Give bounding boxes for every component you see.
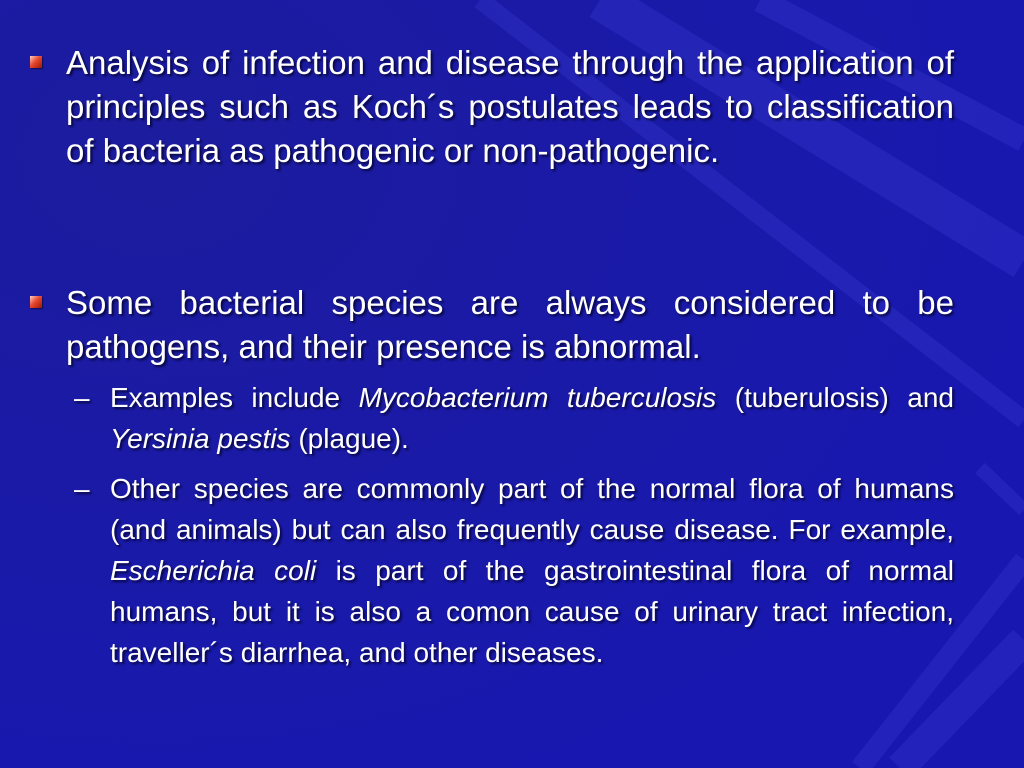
species-name: Yersinia pestis — [110, 423, 291, 454]
square-bullet-icon — [30, 296, 42, 308]
sub-text: (tuberulosis) and — [716, 382, 954, 413]
sub-bullet-dash: – — [74, 473, 90, 504]
sub-bullet-other-species — [110, 468, 954, 673]
sub-text: (plague). — [290, 423, 409, 454]
species-name: Mycobacterium tuberculosis — [358, 382, 717, 413]
sub-text: Examples include — [110, 382, 359, 413]
sub-bullet-dash: – — [74, 382, 90, 413]
sub-text: is part of the gastrointestinal flora of normal humans, but it is also a comon cause of urinary tract infection, traveller´s diarrhea, and other diseases. — [110, 555, 954, 668]
species-name: Escherichia coli — [110, 555, 317, 586]
bullet-text-2: Some bacterial species are always considered to be pathogens, and their presence is abnormal. — [66, 284, 954, 365]
bullet-text-1: Analysis of infection and disease through the application of principles such as Koch´s postulates leads to classification of bacteria as pathogenic or non-pathogenic. — [66, 44, 954, 169]
sub-bullet-examples — [110, 377, 954, 459]
square-bullet-icon — [30, 56, 42, 68]
sub-text: Other species are commonly part of the normal flora of humans (and animals) but can also frequently cause disease. For example, — [110, 473, 954, 545]
